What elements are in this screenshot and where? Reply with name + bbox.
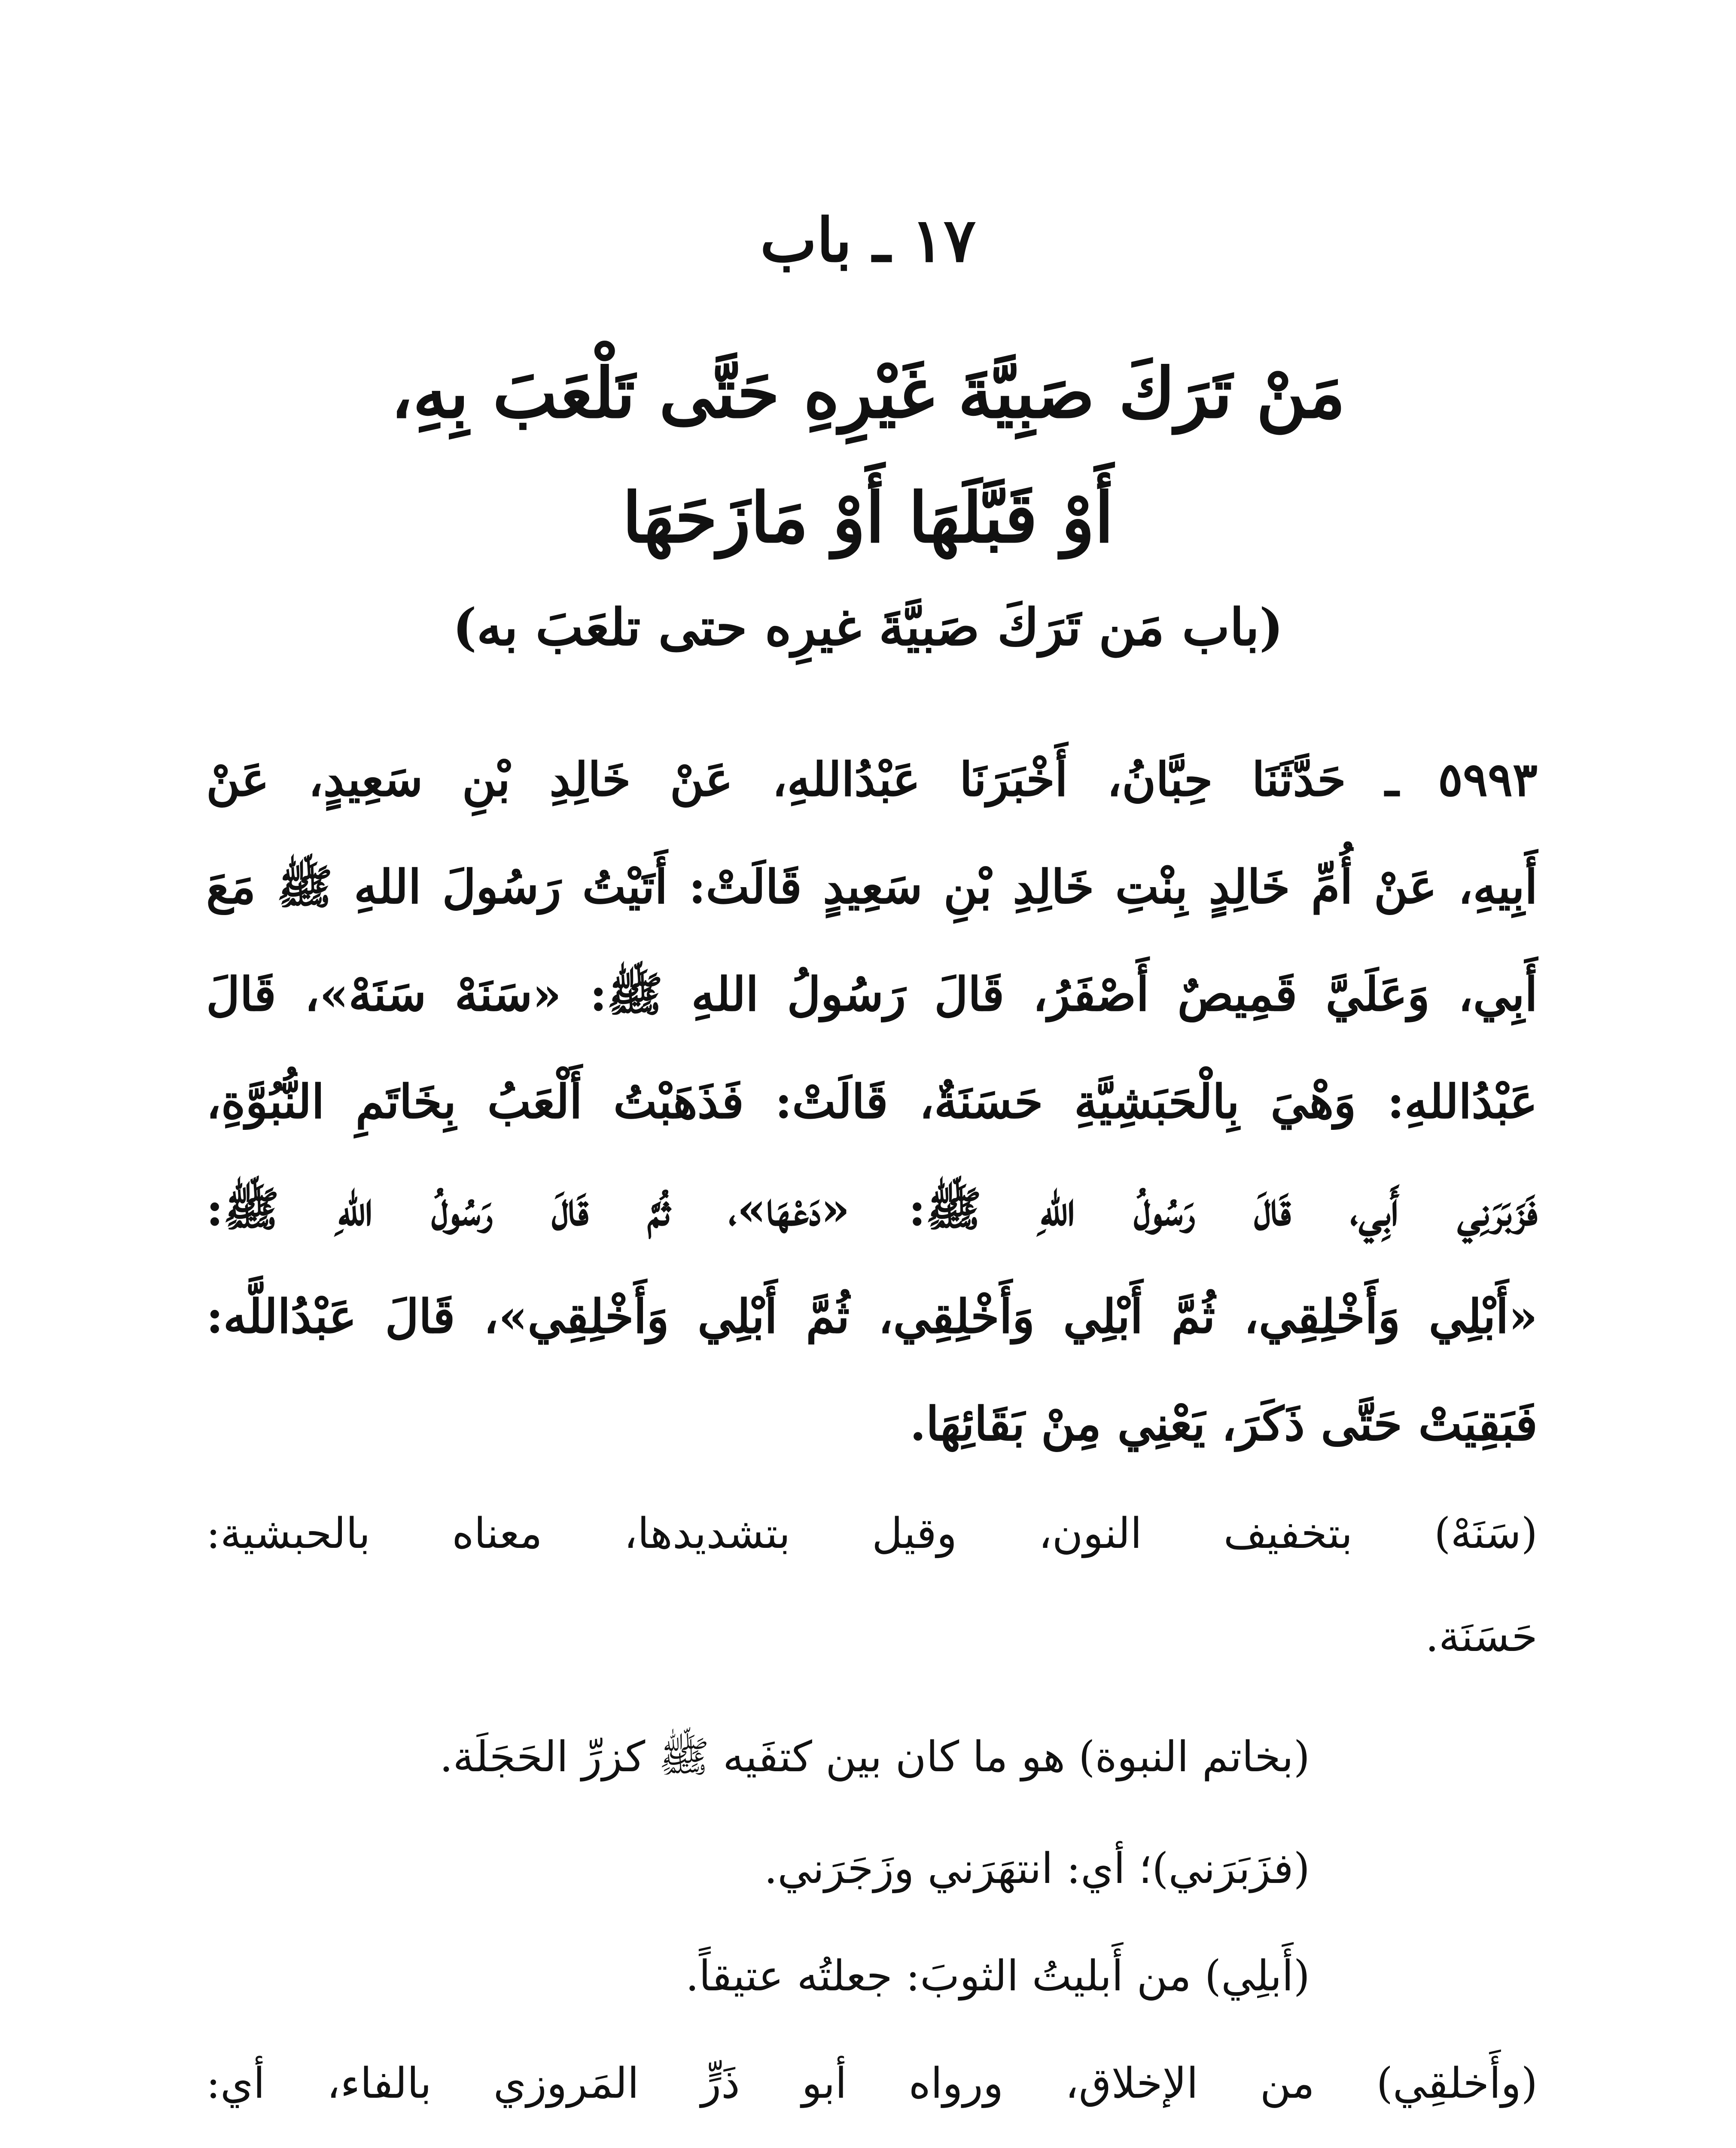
- hadith-text: [206, 726, 1538, 1478]
- commentary-line: (وأَخلقِي) من الإخلاق، ورواه أبو ذَرٍّ المَروزي بالفاء، أي:: [206, 2059, 1538, 2108]
- hadith-line: فَزَبَرَنِي أَبِي، قَالَ رَسُولُ اللهِ ﷺ: «دَعْهَا»، ثُمَّ قَالَ رَسُولُ اللهِ ﷺ:: [206, 1182, 1538, 1236]
- chapter-number: ١٧ ـ باب: [760, 205, 976, 276]
- commentary-note: (بخاتم النبوة) هو ما كان بين كتفَيه ﷺ كزرِّ الحَجَلَة.: [439, 1733, 1310, 1782]
- chapter-subtitle: (باب مَن تَرَكَ صَبيَّةَ غيرِه حتى تلعَبَ به): [453, 597, 1283, 657]
- commentary-note: (فزَبَرَني)؛ أي: انتهَرَني وزَجَرَني.: [764, 1844, 1310, 1893]
- chapter-title-line-2: أَوْ قَبَّلَهَا أَوْ مَازَحَهَا: [622, 477, 1114, 558]
- commentary-line: (سَنَهْ) بتخفيف النون، وقيل بتشديدها، معناه بالحبشية:: [206, 1509, 1538, 1558]
- hadith-line: ٥٩٩٣ ـ حَدَّثَنَا حِبَّانُ، أَخْبَرَنَا عَبْدُاللهِ، عَنْ خَالِدِ بْنِ سَعِيدٍ، عَنْ: [206, 753, 1538, 807]
- hadith-line: أَبِيهِ، عَنْ أُمِّ خَالِدٍ بِنْتِ خَالِدِ بْنِ سَعِيدٍ قَالَتْ: أَتَيْتُ رَسُولَ اللهِ ﷺ مَعَ: [206, 860, 1538, 914]
- hadith-line: عَبْدُاللهِ: وَهْيَ بِالْحَبَشِيَّةِ حَسَنَةٌ، قَالَتْ: فَذَهَبْتُ أَلْعَبُ بِخَاتَمِ النُّبُوَّةِ،: [206, 1075, 1538, 1129]
- chapter-title-line-1: مَنْ تَرَكَ صَبِيَّةَ غَيْرِهِ حَتَّى تَلْعَبَ بِهِ،: [390, 353, 1346, 433]
- commentary-line: حَسَنَة.: [1425, 1612, 1538, 1661]
- hadith-line: «أَبْلِي وَأَخْلِقِي، ثُمَّ أَبْلِي وَأَخْلِقِي، ثُمَّ أَبْلِي وَأَخْلِقِي»، قَالَ عَبْدُاللَّه:: [206, 1290, 1538, 1344]
- commentary-note: [206, 2032, 1538, 2148]
- commentary-note: [206, 1482, 1538, 1688]
- chapter-title: [0, 331, 1736, 580]
- commentary-line: [206, 2135, 1538, 2148]
- hadith-line: فَبَقِيَتْ حَتَّى ذَكَرَ، يَعْنِي مِنْ بَقَائِهَا.: [910, 1397, 1538, 1451]
- commentary-note: (أَبلِي) من أَبليتُ الثوبَ: جعلتُه عتيقاً.: [685, 1952, 1310, 2001]
- hadith-line: أَبِي، وَعَلَيَّ قَمِيصٌ أَصْفَرُ، قَالَ رَسُولُ اللهِ ﷺ: «سَنَهْ سَنَهْ»، قَالَ: [206, 967, 1538, 1022]
